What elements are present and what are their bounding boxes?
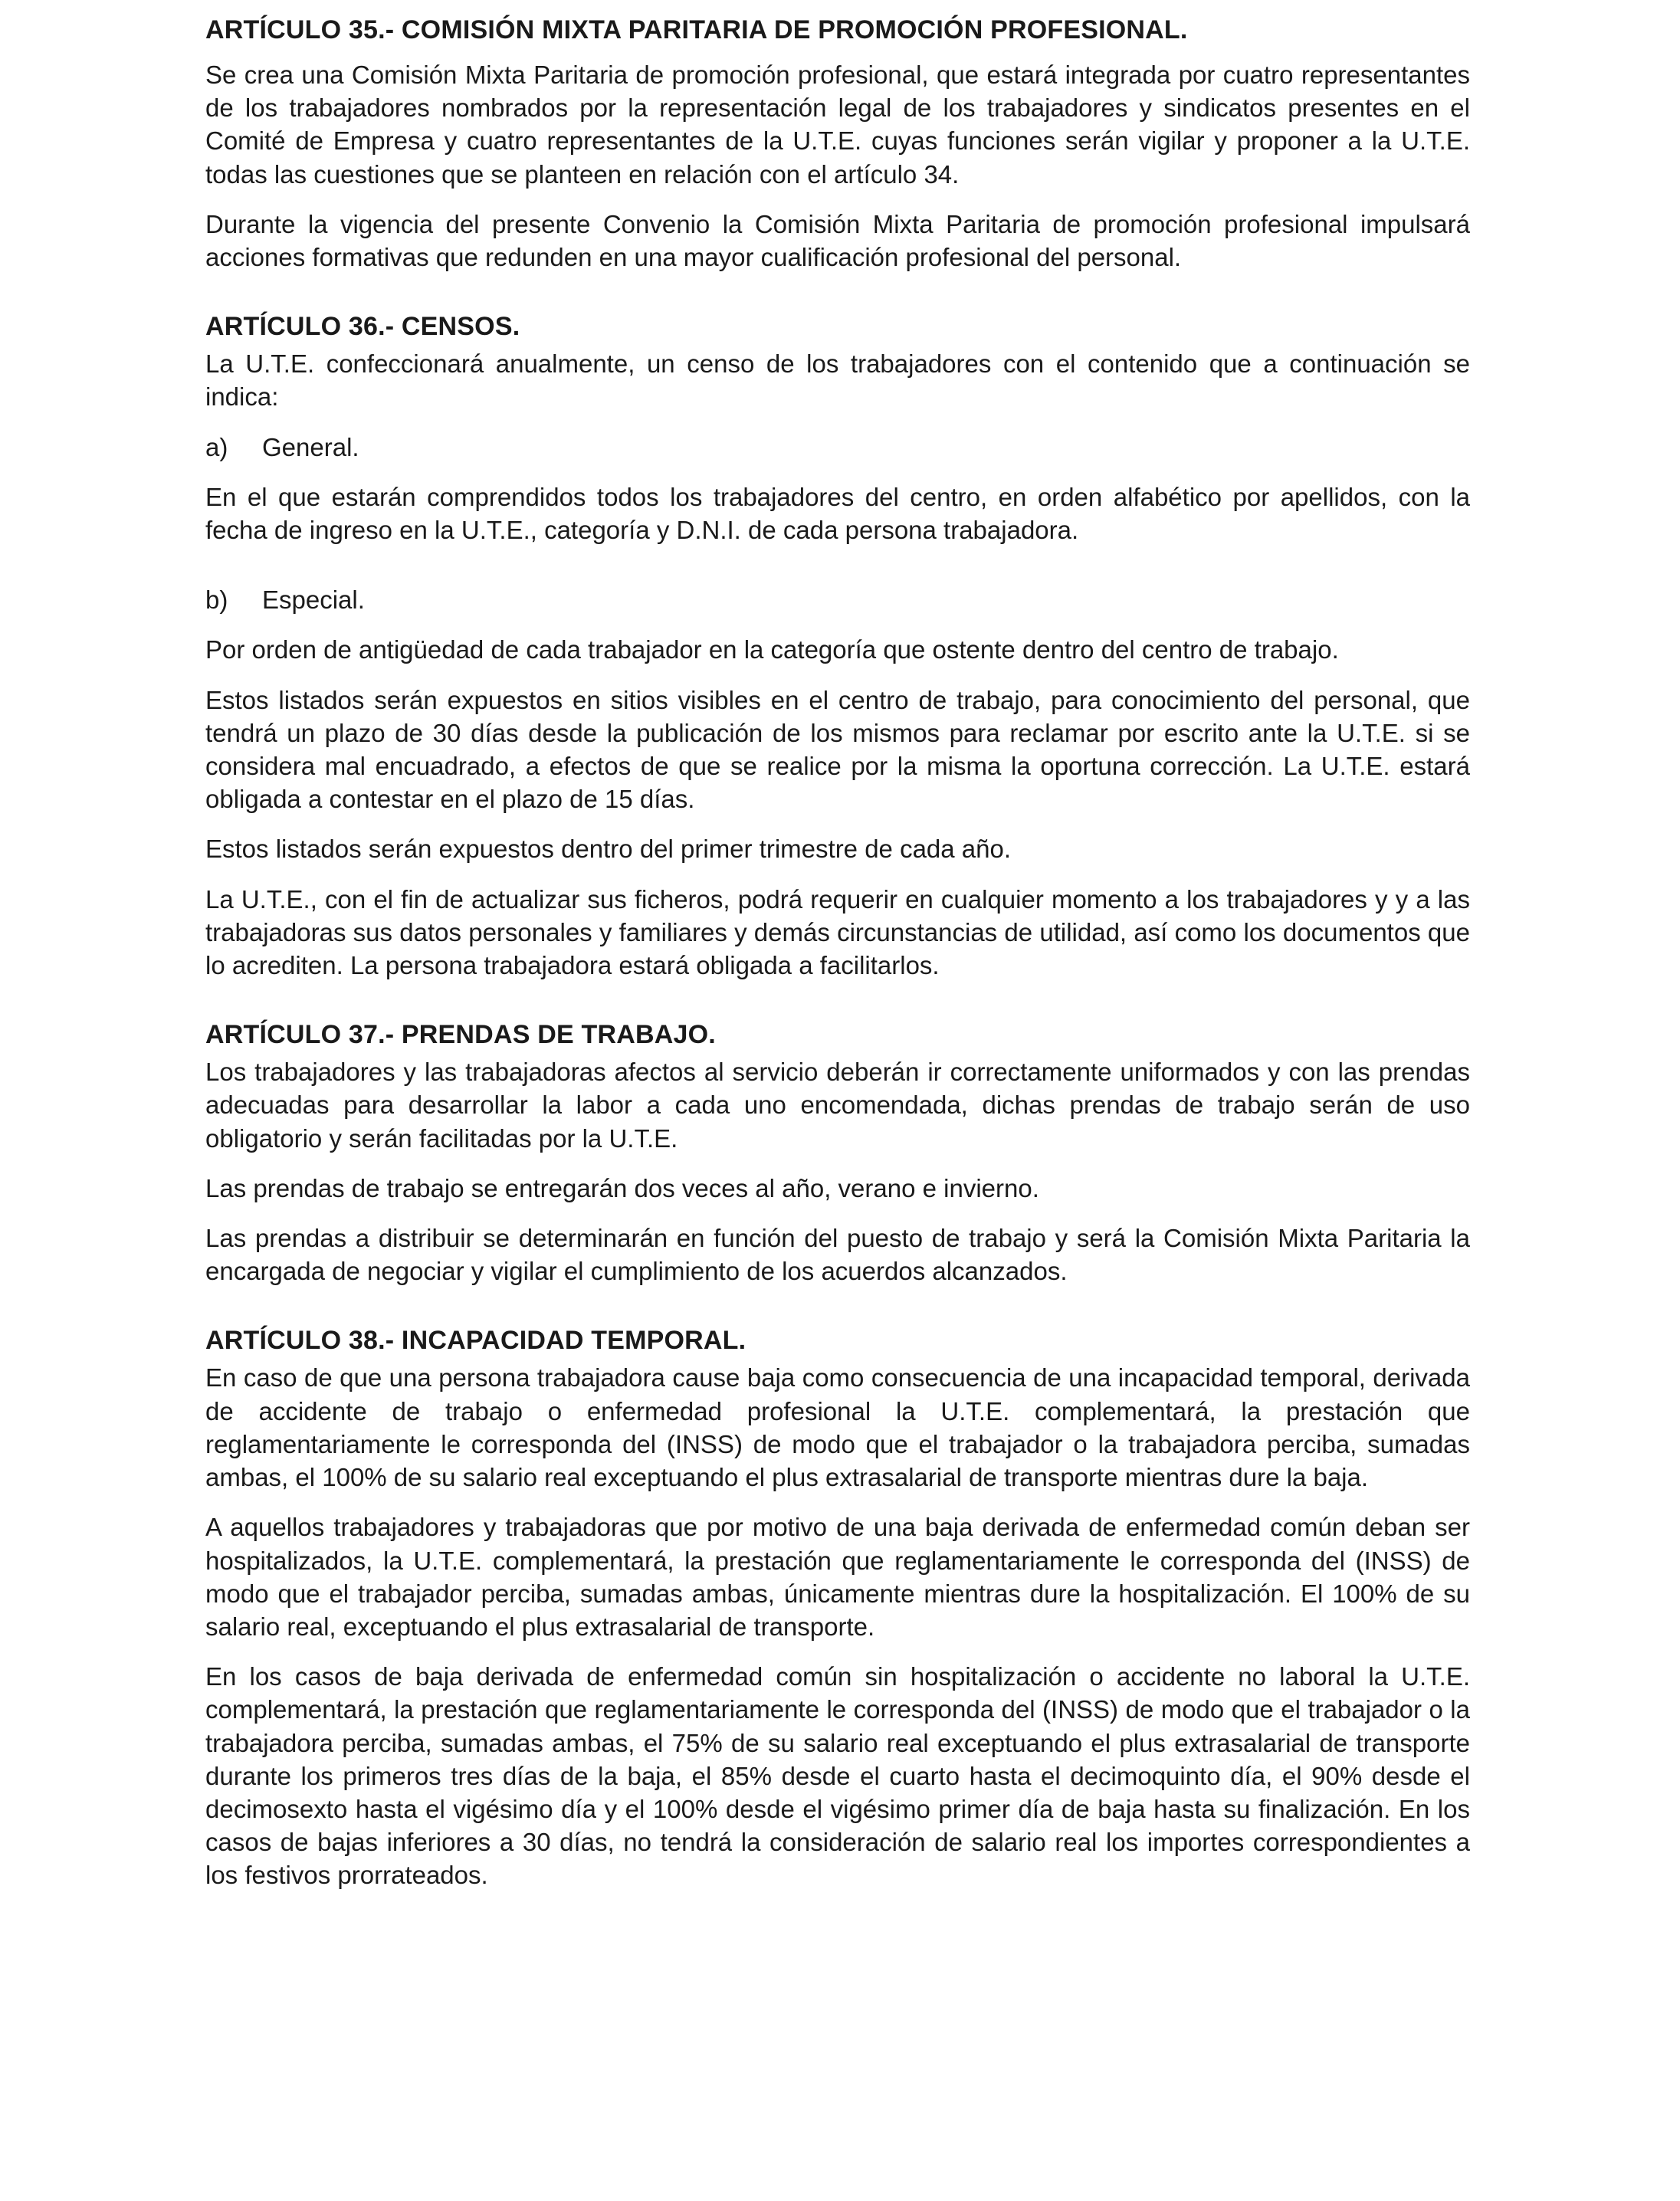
item-a-label: General. xyxy=(262,432,359,461)
article-37-heading: ARTÍCULO 37.- PRENDAS DE TRABAJO. xyxy=(205,1020,716,1050)
article-37-paragraph-1: Los trabajadores y las trabajadoras afectos al servicio deberán ir correctamente uniformados y con las prendas adecuadas para desarrollar la labor a cada uno encomendada, dichas prendas de trabajo serán de uso obligatorio y serán facilitadas por la U.T.E. xyxy=(205,1058,1470,1153)
document-page xyxy=(205,14,1470,1929)
article-38-paragraph-2: A aquellos trabajadores y trabajadoras que por motivo de una baja derivada de enfermedad común deban ser hospitalizados, la U.T.E. complementará, la prestación que reglamentariamente le corresponda del (INSS) de modo que el trabajador perciba, sumadas ambas, únicamente mientras dure la hospitalización. El 100% de su salario real, exceptuando el plus extrasalarial de transporte. xyxy=(205,1513,1470,1641)
spacer xyxy=(205,563,1470,583)
article-35-paragraph-1: Se crea una Comisión Mixta Paritaria de promoción profesional, que estará integrada por cuatro representantes de los trabajadores nombrados por la representación legal de los trabajadores y sindicatos presentes en el Comité de Empresa y cuatro representantes de la U.T.E. cuyas funciones serán vigilar y proponer a la U.T.E. todas las cuestiones que se planteen en relación con el artículo 34. xyxy=(205,61,1470,189)
article-36-item-b xyxy=(205,583,1470,616)
article-36-item-a xyxy=(205,431,1470,464)
article-36-paragraph-1: La U.T.E. confeccionará anualmente, un censo de los trabajadores con el contenido que a continuación se indica: xyxy=(205,349,1470,412)
article-36-paragraph-6: La U.T.E., con el fin de actualizar sus ficheros, podrá requerir en cualquier momento a los trabajadores y y a las trabajadoras sus datos personales y familiares y demás circunstancias de utilidad, así como los documentos que lo acrediten. La persona trabajadora estará obligada a facilitarlos. xyxy=(205,884,1470,980)
article-36 xyxy=(205,310,1470,982)
article-36-paragraph-5: Estos listados serán expuestos dentro del primer trimestre de cada año. xyxy=(205,835,1012,864)
item-b-marker: b) xyxy=(205,586,228,615)
article-35-heading: ARTÍCULO 35.- COMISIÓN MIXTA PARITARIA DE PROMOCIÓN PROFESIONAL. xyxy=(205,15,1188,44)
item-b-label: Especial. xyxy=(262,586,365,615)
article-37-paragraph-2: Las prendas de trabajo se entregarán dos veces al año, verano e invierno. xyxy=(205,1173,1039,1202)
article-35 xyxy=(205,14,1470,274)
article-38-paragraph-3: En los casos de baja derivada de enfermedad común sin hospitalización o accidente no laboral la U.T.E. complementará, la prestación que reglamentariamente le corresponda del (INSS) de modo que el trabajador o la trabajadora perciba, sumadas ambas, el 75% de su salario real exceptuando el plus extrasalarial de transporte durante los primeros tres días de la baja, el 85% desde el cuarto hasta el decimoquinto día, el 90% desde el decimosexto hasta el vigésimo día y el 100% desde el vigésimo primer día de baja hasta su finalización. En los casos de bajas inferiores a 30 días, no tendrá la consideración de salario real los importes correspondientes a los festivos prorrateados. xyxy=(205,1662,1470,1890)
article-38-heading: ARTÍCULO 38.- INCAPACIDAD TEMPORAL. xyxy=(205,1326,746,1356)
article-36-paragraph-4: Estos listados serán expuestos en sitios visibles en el centro de trabajo, para conocimiento del personal, que tendrá un plazo de 30 días desde la publicación de los mismos para reclamar por escrito ante la U.T.E. si se considera mal encuadrado, a efectos de que se realice por la misma la oportuna corrección. La U.T.E. estará obligada a contestar en el plazo de 15 días. xyxy=(205,685,1470,814)
article-36-paragraph-3: Por orden de antigüedad de cada trabajador en la categoría que ostente dentro del centro de trabajo. xyxy=(205,635,1339,664)
article-36-paragraph-2: En el que estarán comprendidos todos los trabajadores del centro, en orden alfabético por apellidos, con la fecha de ingreso en la U.T.E., categoría y D.N.I. de cada persona trabajadora. xyxy=(205,482,1470,545)
article-35-paragraph-2: Durante la vigencia del presente Convenio la Comisión Mixta Paritaria de promoción profesional impulsará acciones formativas que redunden en una mayor cualificación profesional del personal. xyxy=(205,209,1470,272)
article-37 xyxy=(205,1018,1470,1287)
item-a-marker: a) xyxy=(205,432,228,461)
article-38-paragraph-1: En caso de que una persona trabajadora cause baja como consecuencia de una incapacidad temporal, derivada de accidente de trabajo o enfermedad profesional la U.T.E. complementará, la prestación que reglamentariamente le corresponda del (INSS) de modo que el trabajador o la trabajadora perciba, sumadas ambas, el 100% de su salario real exceptuando el plus extrasalarial de transporte mientras dure la baja. xyxy=(205,1363,1470,1492)
article-36-heading: ARTÍCULO 36.- CENSOS. xyxy=(205,312,520,342)
article-38 xyxy=(205,1324,1470,1891)
article-37-paragraph-3: Las prendas a distribuir se determinarán en función del puesto de trabajo y será la Comisión Mixta Paritaria la encargada de negociar y vigilar el cumplimiento de los acuerdos alcanzados. xyxy=(205,1224,1470,1286)
